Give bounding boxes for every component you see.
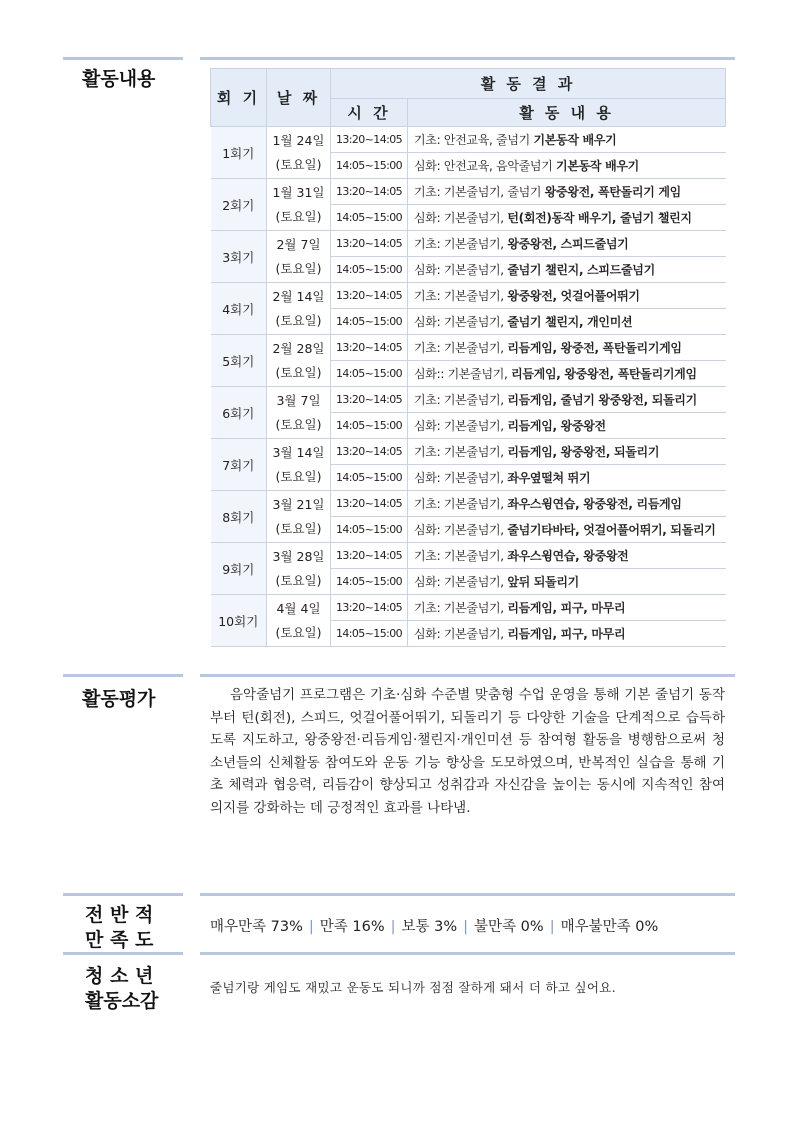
separator: |: [308, 919, 314, 935]
content-cell: [408, 153, 726, 179]
content-prefix: 기초: 기본줄넘기,: [414, 289, 508, 303]
date-text: 3월 28일: [272, 548, 325, 564]
content-plain: 음악줄넘기: [496, 159, 557, 173]
time-cell: 13:20~14:05: [331, 283, 408, 309]
time-cell: 14:05~15:00: [331, 517, 408, 543]
content-cell: [408, 543, 726, 569]
session-cell: 4회기: [211, 283, 267, 335]
date-text: 3월 14일: [272, 444, 325, 460]
date-text: 3월 21일: [272, 496, 325, 512]
session-cell: 7회기: [211, 439, 267, 491]
header-session: 회 기: [211, 69, 267, 127]
time-cell: 14:05~15:00: [331, 569, 408, 595]
content-bold: 턴(회전)동작 배우기, 줄넘기 챌린지: [507, 211, 692, 225]
section-title-satisfaction-1: 전 반 적: [85, 904, 154, 926]
content-bold: 좌우옆떨쳐 뛰기: [507, 471, 591, 485]
table-row: [211, 231, 726, 257]
day-text: (토요일): [275, 260, 322, 276]
time-cell: 14:05~15:00: [331, 621, 408, 647]
content-prefix: 기초: 기본줄넘기,: [414, 237, 508, 251]
content-prefix: 기초: 기본줄넘기,: [414, 341, 508, 355]
content-cell: [408, 205, 726, 231]
content-bold: 리듬게임, 줄넘기 왕중왕전, 되돌리기: [507, 393, 697, 407]
content-prefix: 심화: 기본줄넘기,: [414, 211, 508, 225]
content-bold: 줄넘기타바타, 엇걸어풀어뛰기, 되돌리기: [507, 523, 716, 537]
content-bold: 좌우스윙연습, 왕중왕전, 리듬게임: [507, 497, 682, 511]
content-cell: [408, 361, 726, 387]
date-cell: [267, 491, 331, 543]
day-text: (토요일): [275, 312, 322, 328]
content-bold: 앞뒤 되돌리기: [507, 575, 579, 589]
table-row: [211, 387, 726, 413]
content-cell: [408, 179, 726, 205]
content-prefix: 기초: 기본줄넘기, 줄넘기: [414, 185, 545, 199]
content-cell: [408, 335, 726, 361]
session-cell: 5회기: [211, 335, 267, 387]
content-cell: [408, 257, 726, 283]
time-cell: 13:20~14:05: [331, 491, 408, 517]
date-cell: [267, 543, 331, 595]
satisfaction-item: 불만족 0%: [474, 919, 544, 935]
session-cell: 1회기: [211, 127, 267, 179]
rule-teen-left: [63, 952, 183, 955]
content-cell: [408, 309, 726, 335]
satisfaction-item: 보통 3%: [401, 919, 458, 935]
rule-activity-left: [63, 57, 183, 60]
rule-eval-right: [200, 674, 735, 677]
time-cell: 13:20~14:05: [331, 231, 408, 257]
content-bold: 리듬게임, 왕중왕전, 되돌리기: [507, 445, 660, 459]
session-cell: 6회기: [211, 387, 267, 439]
time-cell: 13:20~14:05: [331, 335, 408, 361]
date-text: 3월 7일: [276, 392, 321, 408]
content-prefix: 심화: 기본줄넘기,: [414, 263, 508, 277]
content-cell: [408, 595, 726, 621]
day-text: (토요일): [275, 156, 322, 172]
section-title-evaluation: 활동평가: [82, 688, 156, 710]
time-cell: 13:20~14:05: [331, 387, 408, 413]
date-cell: [267, 595, 331, 647]
day-text: (토요일): [275, 520, 322, 536]
content-prefix: 심화: 기본줄넘기,: [414, 575, 508, 589]
content-cell: [408, 127, 726, 153]
content-cell: [408, 283, 726, 309]
content-prefix: 기초: 기본줄넘기,: [414, 445, 508, 459]
day-text: (토요일): [275, 572, 322, 588]
date-text: 2월 28일: [272, 340, 325, 356]
session-cell: 3회기: [211, 231, 267, 283]
table-row: [211, 543, 726, 569]
header-date: 날 짜: [267, 69, 331, 127]
content-cell: [408, 491, 726, 517]
content-bold: 줄넘기 챌린지, 개인미션: [507, 315, 633, 329]
content-prefix: 심화: 기본줄넘기,: [414, 471, 508, 485]
section-title-satisfaction-2: 만 족 도: [85, 929, 154, 951]
header-content: 활 동 내 용: [408, 98, 726, 127]
content-cell: [408, 439, 726, 465]
separator: |: [390, 919, 396, 935]
teen-comment: 줄넘기랑 게임도 재밌고 운동도 되니까 점점 잘하게 돼서 더 하고 싶어요.: [210, 980, 616, 995]
day-text: (토요일): [275, 624, 322, 640]
content-cell: [408, 387, 726, 413]
content-bold: 왕중왕전, 폭탄돌리기 게임: [544, 185, 681, 199]
content-prefix: 기초: 기본줄넘기,: [414, 393, 508, 407]
date-cell: [267, 335, 331, 387]
evaluation-text: [210, 684, 725, 820]
content-cell: [408, 465, 726, 491]
header-time: 시 간: [331, 98, 408, 127]
date-text: 1월 31일: [272, 184, 325, 200]
activity-table: [210, 68, 726, 647]
table-row: [211, 439, 726, 465]
content-bold: 왕중왕전, 스피드줄넘기: [507, 237, 629, 251]
separator: |: [549, 919, 555, 935]
content-bold: 리듬게임, 피구, 마무리: [507, 601, 626, 615]
session-cell: 8회기: [211, 491, 267, 543]
session-cell: 10회기: [211, 595, 267, 647]
header-result: 활 동 결 과: [331, 69, 726, 99]
date-text: 4월 4일: [276, 600, 321, 616]
content-cell: [408, 621, 726, 647]
rule-activity-right: [200, 57, 735, 60]
rule-sat-left: [63, 893, 183, 896]
evaluation-paragraph: 음악줄넘기 프로그램은 기초·심화 수준별 맞춤형 수업 운영을 통해 기본 줄넘기 동작부터 턴(회전), 스피드, 엇걸어풀어뛰기, 되돌리기 등 다양한 기술을 단계적으로 습득하도록 지도하고, 왕중왕전·리듬게임·챌린지·개인미션 등 참여형 활동을 병행함으로써 청소년들의 신체활동 참여도와 운동 기능 향상을 도모하였으며, 반복적인 실습을 통해 기초 체력과 협응력, 리듬감이 향상되고 성취감과 자신감을 높이는 동시에 지속적인 참여 의지를 강화하는 데 긍정적인 효과를 나타냄.: [210, 687, 725, 816]
table-row: [211, 335, 726, 361]
content-prefix: 기초: 기본줄넘기,: [414, 601, 508, 615]
satisfaction-item: 매우만족 73%: [210, 919, 303, 935]
content-cell: [408, 231, 726, 257]
time-cell: 13:20~14:05: [331, 179, 408, 205]
date-cell: [267, 283, 331, 335]
satisfaction-summary: [210, 915, 658, 936]
rule-sat-right: [200, 893, 735, 896]
time-cell: 13:20~14:05: [331, 595, 408, 621]
date-cell: [267, 127, 331, 179]
day-text: (토요일): [275, 416, 322, 432]
table-row: [211, 127, 726, 153]
time-cell: 14:05~15:00: [331, 413, 408, 439]
rule-eval-left: [63, 674, 183, 677]
date-text: 2월 7일: [276, 236, 321, 252]
satisfaction-item: 만족 16%: [319, 919, 385, 935]
content-prefix: 기초: 기본줄넘기,: [414, 497, 508, 511]
content-cell: [408, 517, 726, 543]
content-bold: 리듬게임, 왕중왕전, 폭탄돌리기게임: [511, 367, 697, 381]
day-text: (토요일): [275, 468, 322, 484]
content-prefix: 기초: 기본줄넘기,: [414, 549, 508, 563]
day-text: (토요일): [275, 208, 322, 224]
content-bold: 줄넘기 챌린지, 스피드줄넘기: [507, 263, 655, 277]
time-cell: 14:05~15:00: [331, 309, 408, 335]
content-bold: 좌우스윙연습, 왕중왕전: [507, 549, 629, 563]
time-cell: 14:05~15:00: [331, 361, 408, 387]
content-cell: [408, 569, 726, 595]
section-title-teen-1: 청 소 년: [85, 965, 154, 987]
content-prefix: 심화: 기본줄넘기,: [414, 523, 508, 537]
content-cell: [408, 413, 726, 439]
day-text: (토요일): [275, 364, 322, 380]
content-bold: 기본동작 배우기: [556, 159, 639, 173]
content-prefix: 심화:: 기본줄넘기,: [414, 367, 512, 381]
date-text: 2월 14일: [272, 288, 325, 304]
content-plain: 줄넘기: [496, 133, 534, 147]
date-cell: [267, 179, 331, 231]
table-row: [211, 491, 726, 517]
content-bold: 왕중왕전, 엇걸어풀어뛰기: [507, 289, 640, 303]
content-bold: 리듬게임, 왕중왕전: [507, 419, 606, 433]
time-cell: 13:20~14:05: [331, 543, 408, 569]
content-prefix: 심화: 기본줄넘기,: [414, 627, 508, 641]
content-bold: 리듬게임, 왕중전, 폭탄돌리기게임: [507, 341, 682, 355]
session-cell: 2회기: [211, 179, 267, 231]
date-cell: [267, 439, 331, 491]
section-title-teen-2: 활동소감: [85, 990, 159, 1012]
session-cell: 9회기: [211, 543, 267, 595]
rule-teen-right: [200, 952, 735, 955]
content-prefix: 기초: 안전교육,: [414, 133, 497, 147]
table-row: [211, 179, 726, 205]
table-row: [211, 283, 726, 309]
time-cell: 13:20~14:05: [331, 127, 408, 153]
content-bold: 기본동작 배우기: [533, 133, 617, 147]
date-text: 1월 24일: [272, 132, 325, 148]
content-bold: 리듬게임, 피구, 마무리: [507, 627, 626, 641]
time-cell: 14:05~15:00: [331, 205, 408, 231]
content-prefix: 심화: 기본줄넘기,: [414, 315, 508, 329]
date-cell: [267, 387, 331, 439]
content-prefix: 심화: 기본줄넘기,: [414, 419, 508, 433]
time-cell: 14:05~15:00: [331, 153, 408, 179]
satisfaction-item: 매우불만족 0%: [560, 919, 659, 935]
time-cell: 14:05~15:00: [331, 465, 408, 491]
section-title-activity: 활동내용: [82, 68, 156, 90]
date-cell: [267, 231, 331, 283]
content-prefix: 심화: 안전교육,: [414, 159, 497, 173]
separator: |: [463, 919, 469, 935]
table-row: [211, 595, 726, 621]
time-cell: 14:05~15:00: [331, 257, 408, 283]
time-cell: 13:20~14:05: [331, 439, 408, 465]
